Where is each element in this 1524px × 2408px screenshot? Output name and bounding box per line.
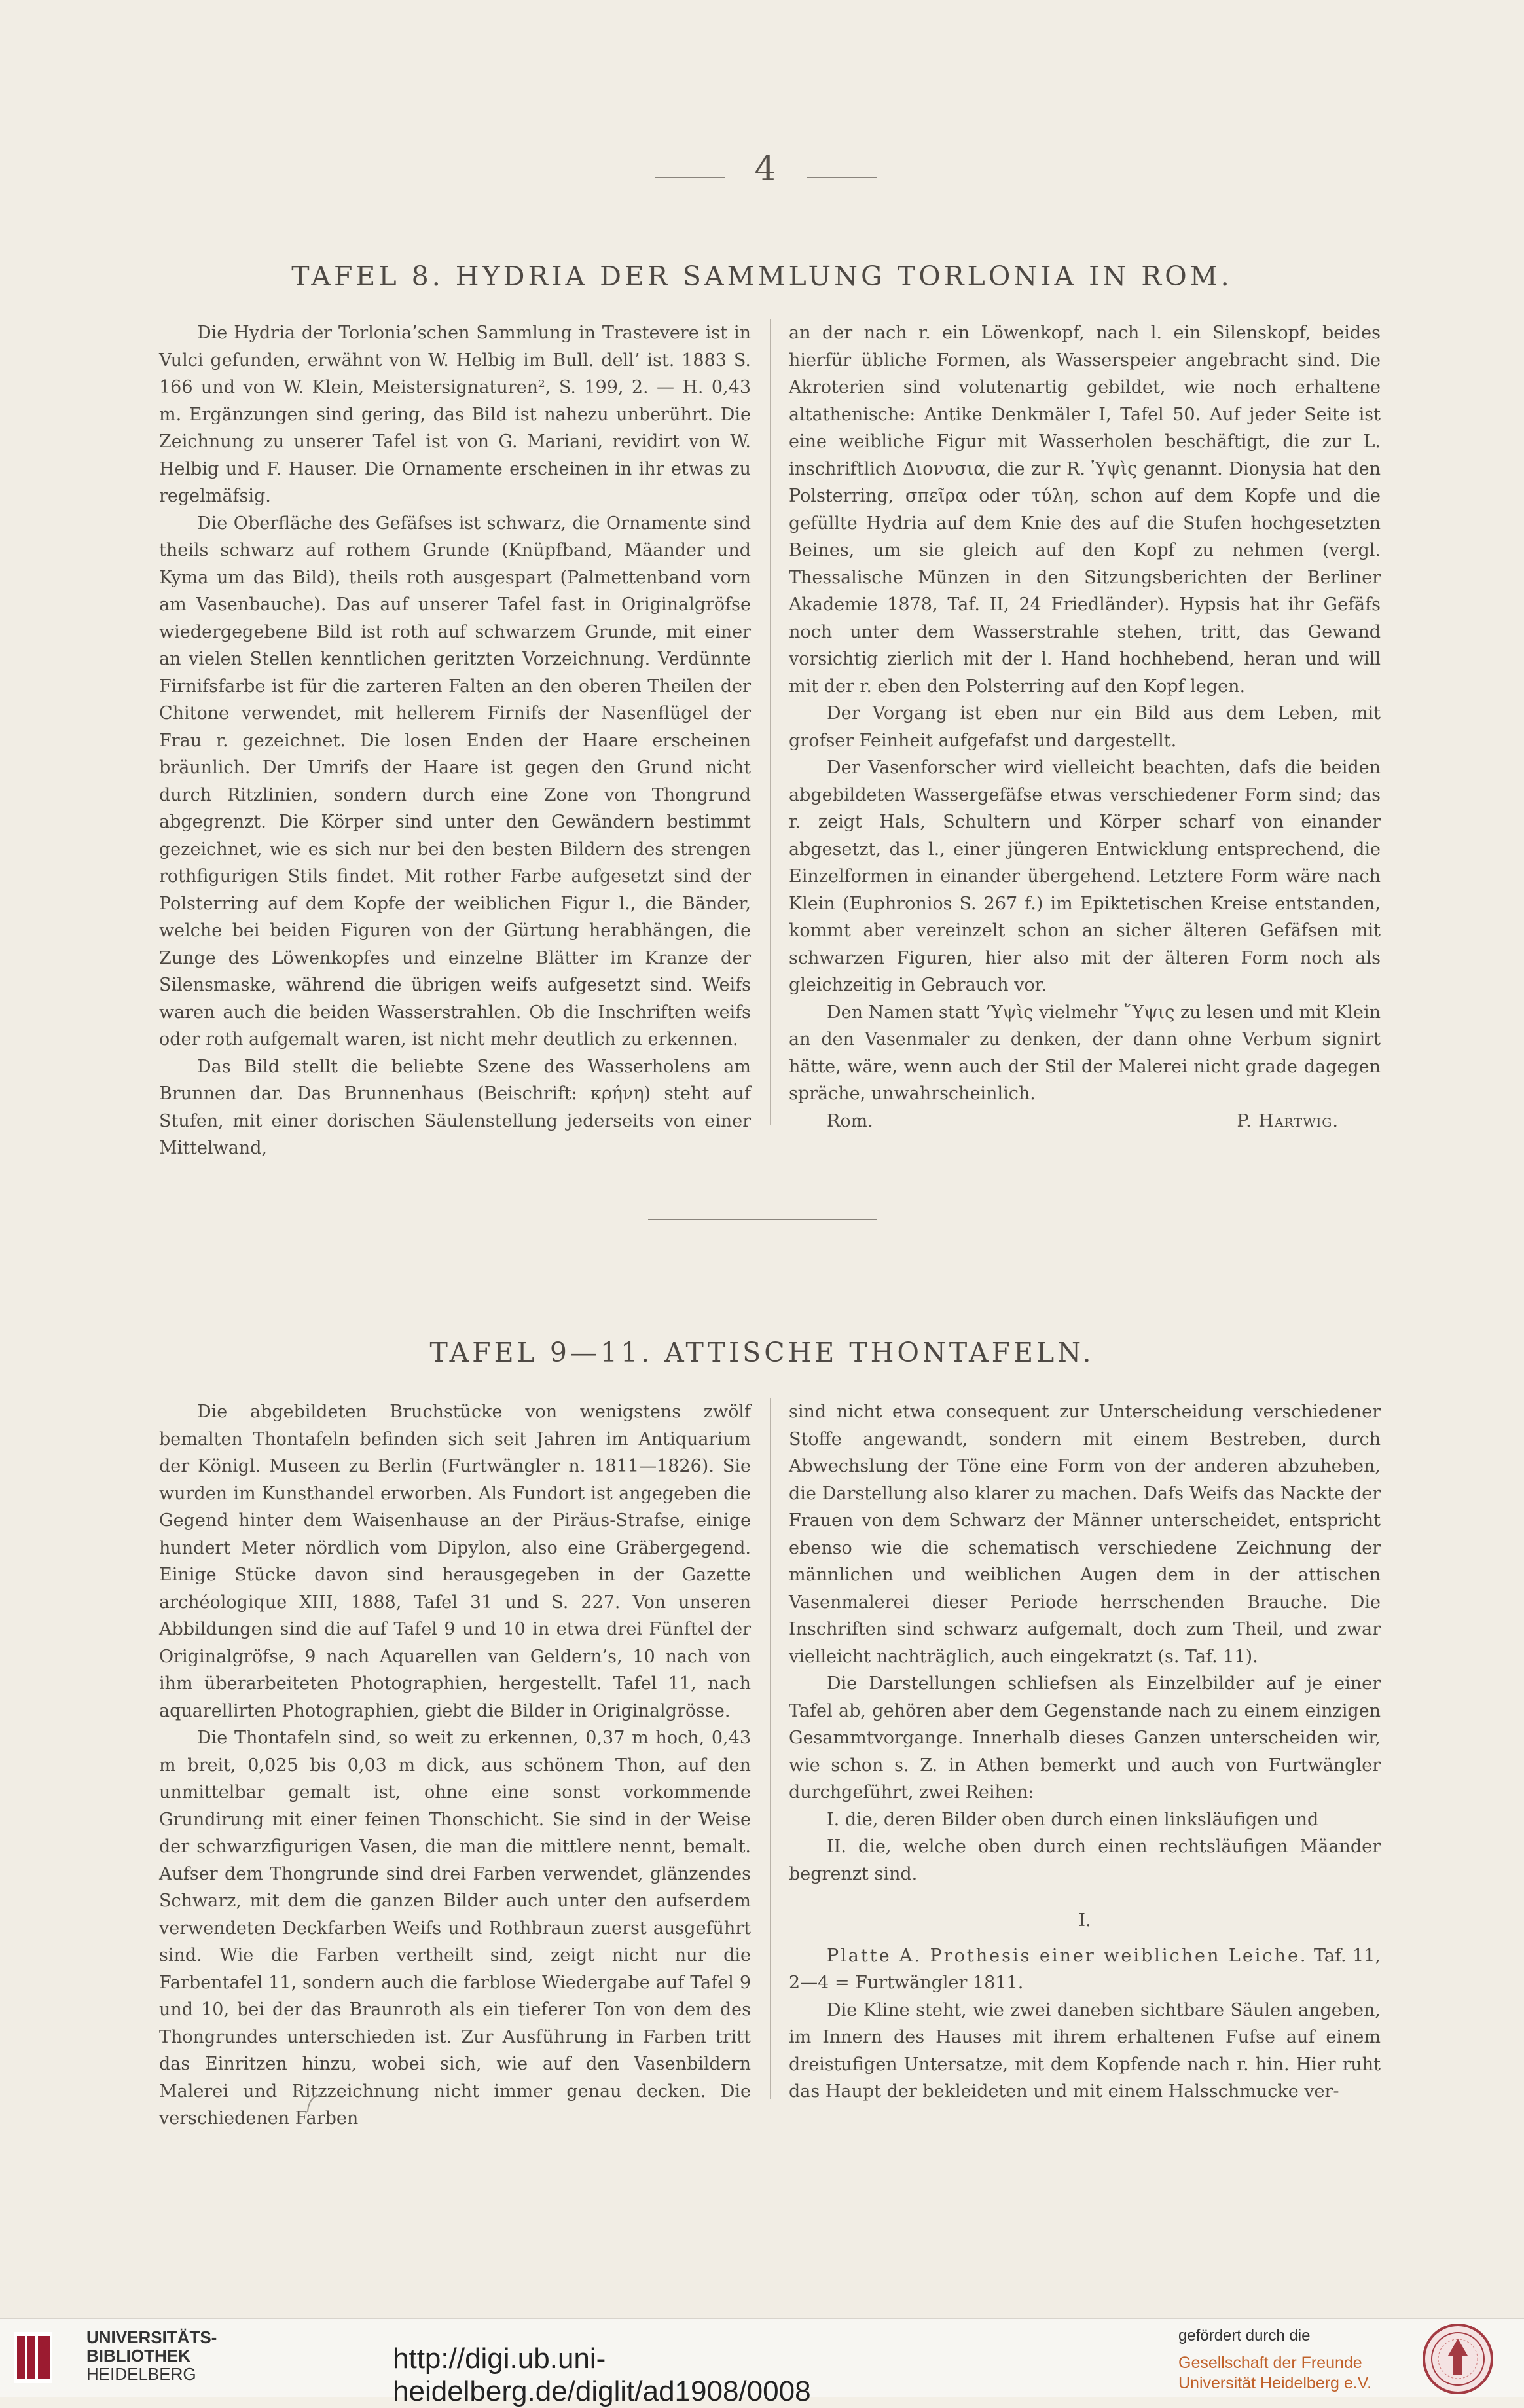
list-item: I. die, deren Bilder oben durch einen linksläufigen und bbox=[827, 1809, 1319, 1830]
platte-reference: Taf. 11, 2—4 = Furtwängler 1811. bbox=[789, 1945, 1381, 1993]
paragraph: Die Hydria der Torlonia’schen Sammlung in Trastevere ist in Vulci gefunden, erwähnt von W. Helbig im Bull. dell’ ist. 1883 S. 166 und von W. Klein, Meistersignaturen², S. 199, 2. — H. 0,43 m. Ergänzungen sind gering, das Bild ist nahezu unberührt. Die Zeichnung zu unserer Tafel ist von G. Mariani, revidirt von W. Helbig und F. Hauser. Die Ornamente erscheinen in ihr etwas zu regelmäfsig. bbox=[159, 323, 751, 506]
paragraph: Den Namen statt ’Υψὶς vielmehr ῞Υψις zu lesen und mit Klein an den Vasenmaler zu denken, der dann ohne Verbum signirt hätte, wäre, wenn auch der Stil der Malerei nicht grade dagegen spräche, unwahrscheinlich. bbox=[789, 1002, 1381, 1104]
university-seal-icon bbox=[1422, 2323, 1494, 2395]
column-divider bbox=[770, 1398, 771, 2099]
paragraph: an der nach r. ein Löwenkopf, nach l. ein Silenskopf, beides hierfür übliche Formen, als Wasserspeier angebracht sind. Die Akroterien sind volutenartig gebildet, wie noch erhaltene altathenische: Antike Denkmäler I, Tafel 50. Auf jeder Seite ist eine weibliche Figur mit Wasserholen beschäftigt, die zur L. inschriftlich Διονυσια, die zur R. Ὑψὶς genannt. Dionysia hat den Polsterring, σπεῖρα oder τύλη, schon auf dem Kopfe und die gefüllte Hydria auf dem Knie des auf die Stufen hochgesetzten Beines, um sie gleich auf den Kopf zu nehmen (vergl. Thessalische Münzen in den Sitzungsberichten der Berliner Akademie 1878, Taf. II, 24 Friedländer). Hypsis hat ihr Gefäfs noch unter dem Wasserstrahle stehen, tritt, das Gewand vorsichtig zierlich mit der l. Hand hochhebend, heran und will mit der r. eben den Polsterring auf den Kopf legen. bbox=[789, 323, 1381, 697]
pencil-mark bbox=[302, 2092, 342, 2119]
platte-label: Platte A. Prothesis einer weiblichen Leiche. bbox=[827, 1945, 1308, 1966]
signature-line bbox=[789, 1108, 1381, 1135]
paragraph: Das Bild stellt die beliebte Szene des Wasserholens am Brunnen dar. Das Brunnenhaus (Beischrift: κρήνη) steht auf Stufen, mit einer dorischen Säulenstellung jederseits von einer Mittelwand, bbox=[159, 1056, 751, 1158]
section-1-left-column bbox=[159, 319, 751, 1162]
source-url-link[interactable]: http://digi.ub.uni-heidelberg.de/diglit/ad1908/0008 bbox=[393, 2343, 811, 2407]
section-title-tafel-8: TAFEL 8. HYDRIA DER SAMMLUNG TORLONIA IN ROM. bbox=[291, 261, 1233, 292]
paragraph: Die Thontafeln sind, so weit zu erkennen, 0,37 m hoch, 0,43 m breit, 0,025 bis 0,03 m dick, aus schönem Thon, auf den unmittelbar gemalt ist, ohne eine sonst vorkommende Grundirung mit einer feinen Thonschicht. Sie sind in der Weise der schwarzfigurigen Vasen, die man die mittlere nennt, bemalt. Aufser dem Thongrunde sind drei Farben verwendet, glänzendes Schwarz, mit dem die ganzen Bilder auch unter den aufserdem verwendeten Deckfarben Weifs und Rothbraun zuerst ausgeführt sind. Wie die Farben vertheilt sind, zeigt nicht nur die Farbentafel 11, sondern auch die farblose Wiedergabe auf Tafel 9 und 10, bei der das Braunroth als ein tieferer Ton von dem des Thongrundes unterschieden ist. Zur Ausführung in Farben tritt das Einritzen hinzu, wobei sich, wie auf den Vasenbildern Malerei und Ritzzeichnung nicht immer genau decken. Die verschiedenen Farben bbox=[159, 1728, 751, 2128]
signature-author: P. Hartwig. bbox=[1237, 1110, 1339, 1131]
sponsor-intro: gefördert durch die bbox=[1178, 2327, 1311, 2344]
library-name-line-2: BIBLIOTHEK bbox=[86, 2346, 190, 2365]
platte-heading bbox=[789, 1943, 1381, 1997]
paragraph: Die abgebildeten Bruchstücke von wenigstens zwölf bemalten Thontafeln befinden sich seit Jahren im Antiquarium der Königl. Museen zu Berlin (Furtwängler n. 1811—1826). Sie wurden im Kunsthandel erworben. Als Fundort ist angegeben die Gegend hinter dem Waisenhause an der Piräus-Strafse, einige hundert Meter nördlich vom Dipylon, also eine Gräbergegend. Einige Stücke davon sind herausgegeben in der Gazette archéologique XIII, 1888, Tafel 31 und S. 227. Von unseren Abbildungen sind die auf Tafel 9 und 10 in etwa drei Fünftel der Originalgröfse, 9 nach Aquarellen van Geldern’s, 10 nach von ihm überarbeiteten Photographien, hergestellt. Tafel 11, nach aquarellirten Photographien, giebt die Bilder in Originalgrösse. bbox=[159, 1402, 751, 1721]
sponsor-name bbox=[1178, 2353, 1371, 2394]
paragraph: Die Oberfläche des Gefäfses ist schwarz, die Ornamente sind theils schwarz auf rothem Grunde (Knüpfband, Mäander und Kyma um das Bild), theils roth ausgespart (Palmettenband vorn am Vasenbauche). Das auf unserer Tafel fast in Originalgröfse wiedergegebene Bild ist roth auf schwarzem Grunde, mit einer an vielen Stellen kenntlichen geritzten Vorzeichnung. Verdünnte Firnifsfarbe ist für die zarteren Falten an den oberen Theilen der Chitone verwendet, mit hellerem Firnifs der Nasenflügel der Frau r. gezeichnet. Die losen Enden der Haare erscheinen bräunlich. Der Umrifs der Haare ist gegen den Grund nicht durch Ritzlinien, sondern durch eine Zone von Thongrund abgegrenzt. Die Körper sind unter den Gewändern bestimmt gezeichnet, wie es sich nur bei den besten Bildern des strengen rothfigurigen Stils findet. Mit rother Farbe aufgesetzt sind der Polsterring auf dem Kopfe der weiblichen Figur l., die Bänder, welche bei beiden Figuren von der Gürtung herabhängen, die Zunge des Löwenkopfes und einzelne Blätter im Kranze der Silensmaske, während die übrigen weifs aufgesetzt sind. Weifs waren auch die beiden Wasserstrahlen. Ob die Inschriften weifs oder roth aufgemalt waren, ist nicht mehr deutlich zu erkennen. bbox=[159, 513, 751, 1049]
library-name-line-3: HEIDELBERG bbox=[86, 2364, 196, 2384]
section-1-right-column bbox=[789, 319, 1381, 1135]
section-title-tafel-9-11: TAFEL 9—11. ATTISCHE THONTAFELN. bbox=[429, 1337, 1095, 1368]
section-separator bbox=[648, 1219, 877, 1220]
ub-heidelberg-logo-icon bbox=[14, 2332, 52, 2383]
roman-numeral-heading: I. bbox=[1078, 1910, 1091, 1931]
section-2-left-column bbox=[159, 1398, 751, 2132]
paragraph: Die Darstellungen schliefsen als Einzelbilder auf je einer Tafel ab, gehören aber dem Gegenstande nach zu einem einzigen Gesammtvorgange. Innerhalb dieses Ganzen unterscheiden wir, wie schon s. Z. in Athen bemerkt und auch von Furtwängler durchgeführt, zwei Reihen: bbox=[789, 1673, 1381, 1802]
signature-place: Rom. bbox=[827, 1110, 873, 1131]
paragraph: sind nicht etwa consequent zur Unterscheidung verschiedener Stoffe angewandt, sondern mit einem Bestreben, durch Abwechslung der Töne eine Form von der anderen abzuheben, die Darstellung also klarer zu machen. Dafs Weifs das Nackte der Frauen von dem Schwarz der Männer unterscheidet, entspricht ebenso wie die schematisch verschiedene Zeichnung der männlichen und weiblichen Augen dem in der attischen Vasenmalerei dieser Periode herrschenden Brauche. Die Inschriften sind schwarz aufgemalt, doch zum Theil, und zwar vielleicht nachträglich, auch eingekratzt (s. Taf. 11). bbox=[789, 1402, 1381, 1667]
library-name-line-1: UNIVERSITÄTS- bbox=[86, 2327, 217, 2347]
list-item: II. die, welche oben durch einen rechtsläufigen Mäander begrenzt sind. bbox=[789, 1836, 1381, 1884]
section-2-right-column bbox=[789, 1398, 1381, 2106]
page-number-rule-left bbox=[655, 177, 725, 178]
paragraph: Der Vasenforscher wird vielleicht beachten, dafs die beiden abgebildeten Wassergefäfse etwas verschiedener Form sind; das r. zeigt Hals, Schultern und Körper scharf von einander abgesetzt, das l., einer jüngeren Entwicklung entsprechend, die Einzelformen in einander übergehend. Letztere Form wäre nach Klein (Euphronios S. 267 f.) im Epiktetischen Kreise entstanden, kommt aber vereinzelt schon an sicher älteren Gefäfsen mit schwarzen Figuren, hier also mit der älteren Form noch als gleichzeitig in Gebrauch vor. bbox=[789, 757, 1381, 995]
sponsor-name-line-1: Gesellschaft der Freunde bbox=[1178, 2354, 1362, 2372]
paragraph: Der Vorgang ist eben nur ein Bild aus dem Leben, mit grofser Feinheit aufgefafst und dargestellt. bbox=[789, 703, 1381, 751]
sponsor-name-line-2: Universität Heidelberg e.V. bbox=[1178, 2374, 1372, 2392]
column-divider bbox=[770, 319, 771, 1125]
page-number-rule-right bbox=[807, 177, 877, 178]
page-number: 4 bbox=[754, 149, 776, 189]
library-name bbox=[86, 2328, 217, 2383]
paragraph: Die Kline steht, wie zwei daneben sichtbare Säulen angeben, im Innern des Hauses mit ihrem erhaltenen Fufse auf einem dreistufigen Untersatze, mit dem Kopfende nach r. hin. Hier ruht das Haupt der bekleideten und mit einem Halsschmucke ver- bbox=[789, 1999, 1381, 2102]
